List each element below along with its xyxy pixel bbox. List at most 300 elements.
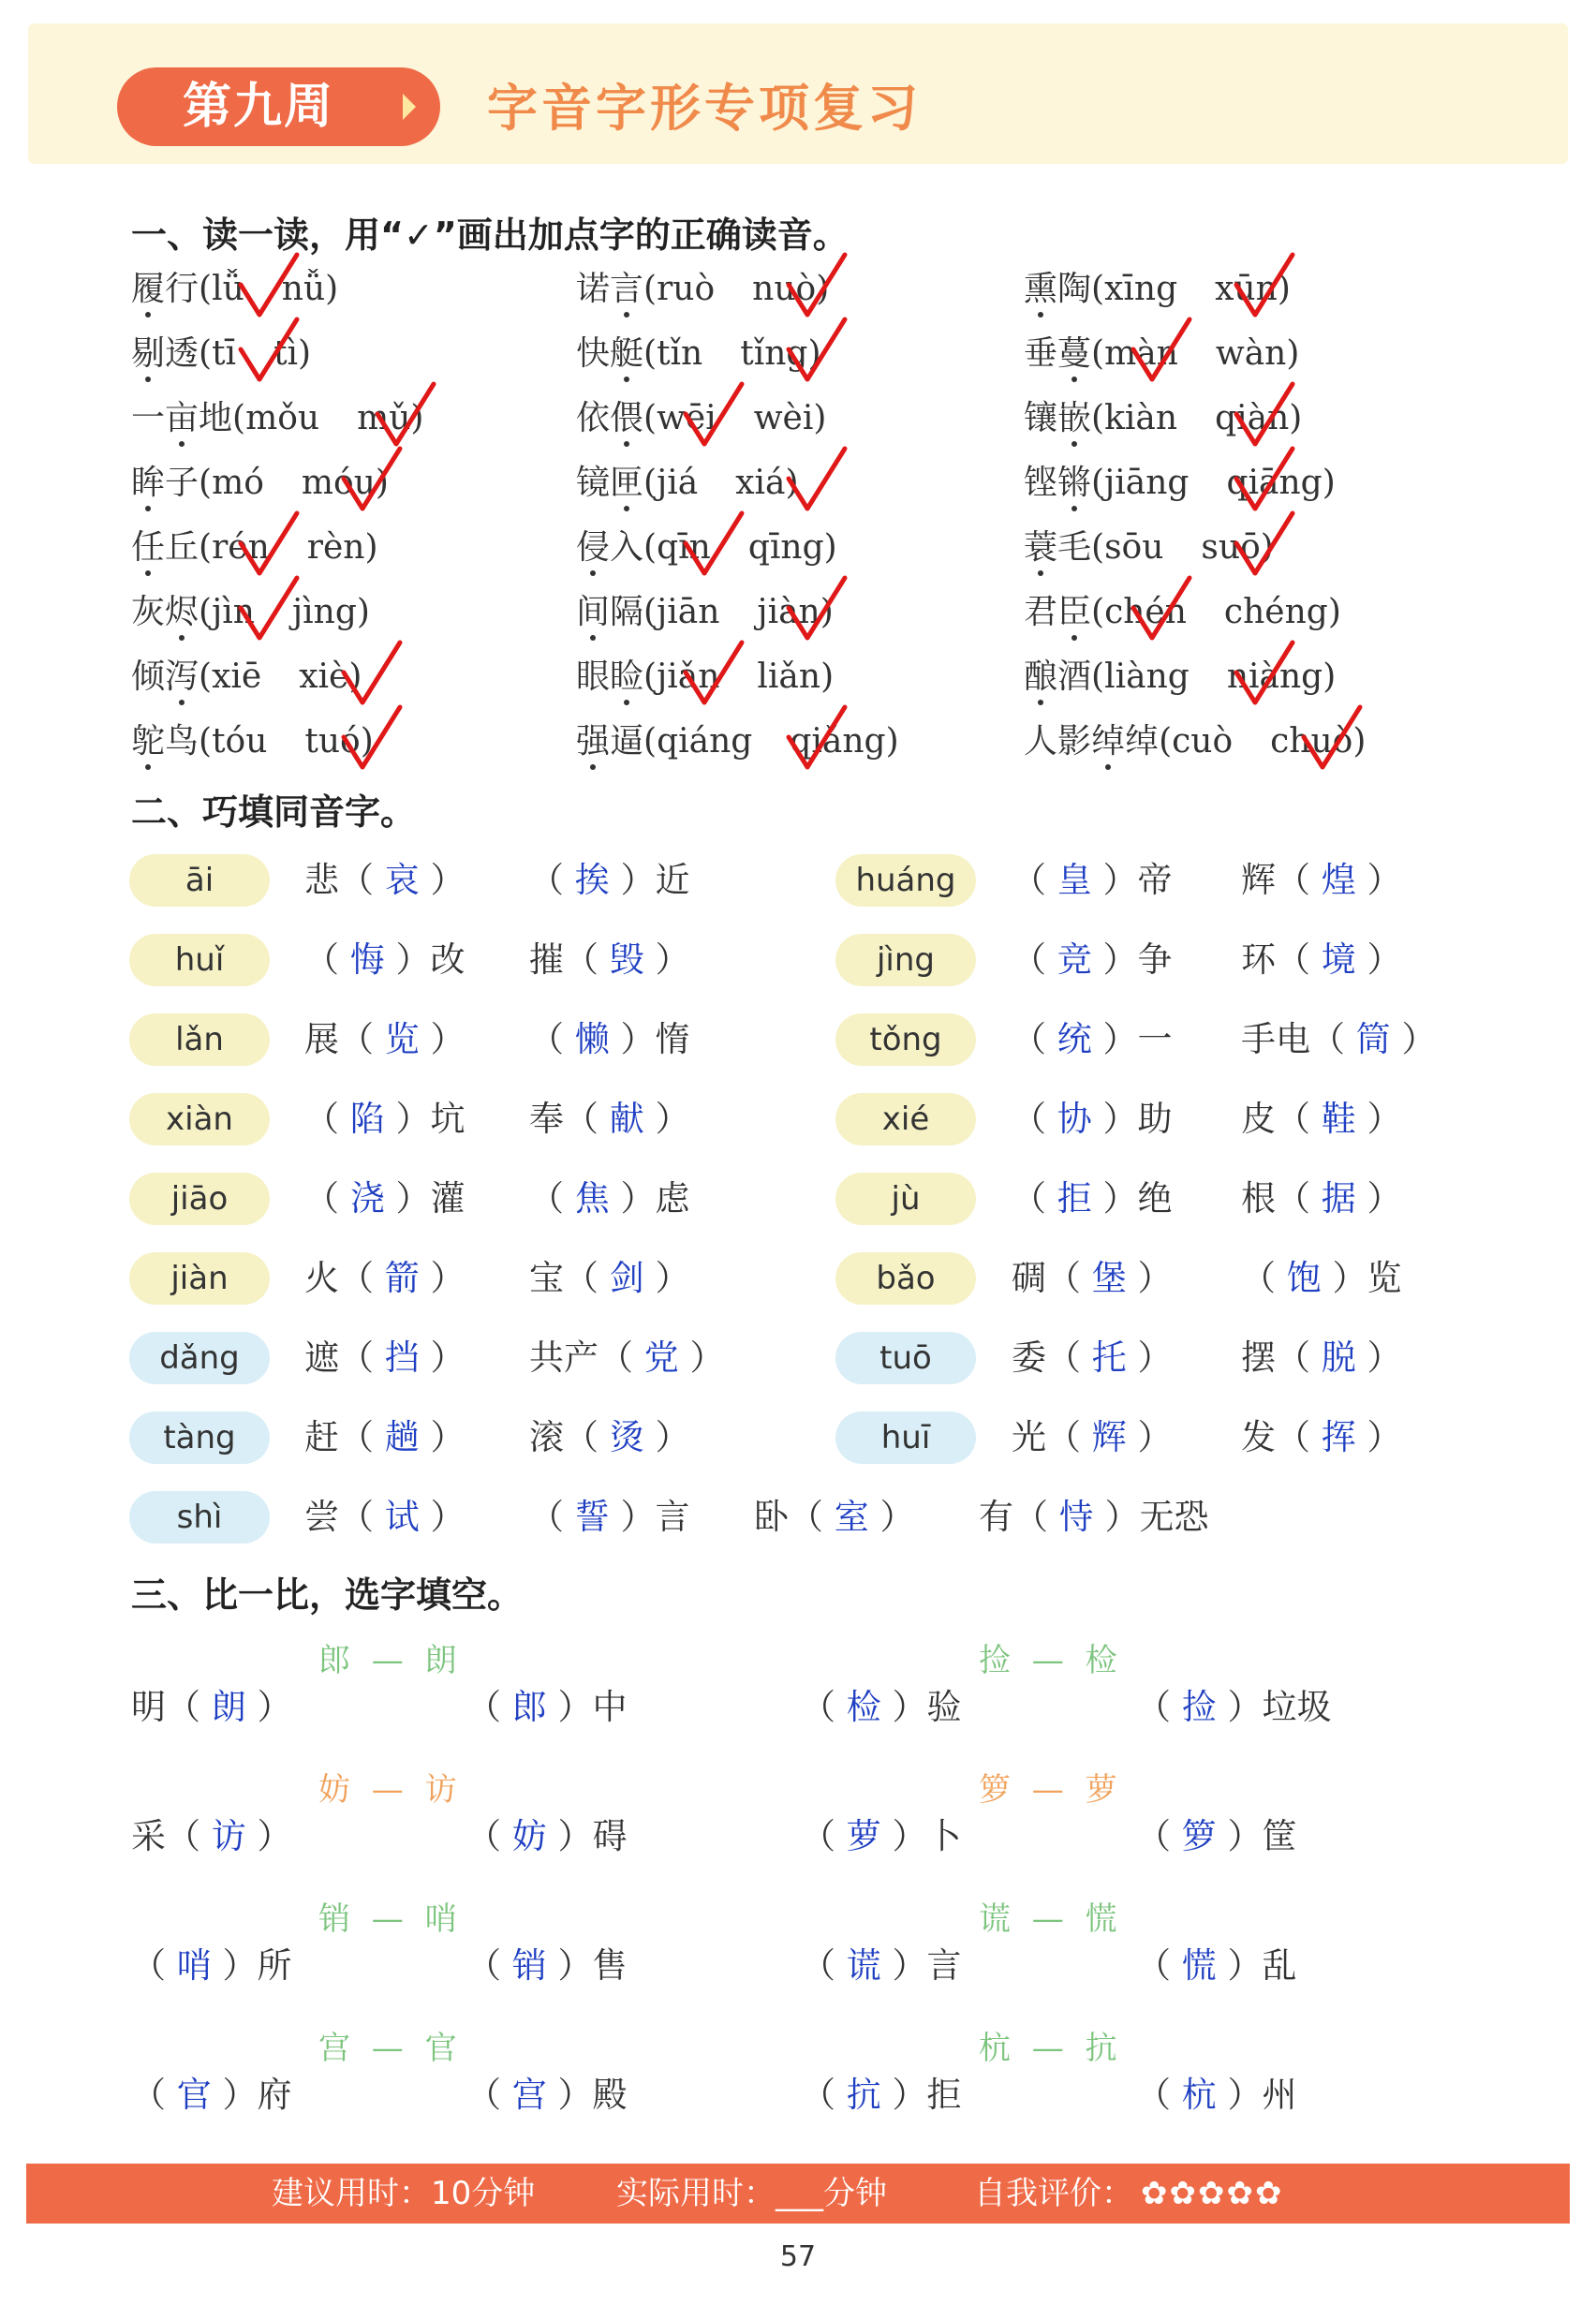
paren-close: ) xyxy=(813,399,827,437)
paren-close: ） xyxy=(1091,1019,1138,1059)
paren-close: ） xyxy=(1126,1337,1173,1378)
option-b: qiǎng xyxy=(790,722,886,761)
suffix-text: 无恐 xyxy=(1139,1497,1209,1537)
word-char: 影 xyxy=(1057,722,1092,761)
option-b: jìng xyxy=(291,593,357,631)
reading-word xyxy=(576,722,643,761)
checkmark-icon xyxy=(339,443,405,518)
suffix-text: 绝 xyxy=(1137,1178,1173,1219)
fill-blank xyxy=(529,1252,690,1305)
word-char: 嵌 xyxy=(1057,399,1092,437)
suffix-text: 府 xyxy=(257,2075,292,2115)
answer-char: 捡 xyxy=(1181,1687,1217,1727)
fill-blank xyxy=(1241,1252,1402,1305)
paren-open: （ xyxy=(1012,1019,1057,1059)
prefix-text: 辉 xyxy=(1241,860,1276,900)
word-char: 偎 xyxy=(610,399,644,437)
word-char: 艇 xyxy=(610,334,644,373)
paren-open: （ xyxy=(1136,2075,1182,2115)
suffix-text: 一 xyxy=(1137,1019,1173,1059)
paren-open: ( xyxy=(643,399,658,437)
option-a: ruò xyxy=(657,270,716,308)
paren-close: ） xyxy=(1091,1178,1138,1219)
fill-blank xyxy=(1012,1252,1173,1305)
answer-char: 党 xyxy=(643,1337,679,1378)
option-b: xūn xyxy=(1215,270,1278,308)
prefix-text: 碉 xyxy=(1012,1258,1046,1298)
prefix-text: 有 xyxy=(979,1497,1013,1537)
paren-close: ) xyxy=(807,334,821,373)
paren-open: （ xyxy=(1276,1099,1322,1139)
pinyin-pill: jìng xyxy=(835,934,976,986)
answer-char: 堡 xyxy=(1091,1258,1127,1298)
fill-blank xyxy=(131,1810,292,1863)
reading-word xyxy=(131,464,199,502)
fill-blank xyxy=(529,1093,690,1145)
reading-word xyxy=(576,334,643,373)
paren-close: ） xyxy=(384,939,431,980)
checkmark-icon xyxy=(373,378,438,453)
option-a: jìn xyxy=(212,593,255,631)
paren-close: ） xyxy=(546,1945,593,1986)
paren-open: （ xyxy=(1136,1687,1182,1727)
reading-word xyxy=(576,399,643,437)
word-char: 间 xyxy=(576,593,611,631)
paren-open: （ xyxy=(166,1816,212,1856)
fill-blank xyxy=(529,854,690,907)
character-pair: 谎 — 慌 xyxy=(979,1900,1123,1938)
paren-open: ( xyxy=(1091,399,1105,437)
answer-char: 竞 xyxy=(1057,939,1092,980)
fill-blank xyxy=(1241,1093,1402,1145)
character-pair: 箩 — 萝 xyxy=(979,1771,1123,1809)
fill-blank xyxy=(1136,1940,1297,1992)
pinyin-pill: tuō xyxy=(835,1332,976,1384)
suffix-text: 览 xyxy=(1367,1258,1402,1298)
answer-char: 哀 xyxy=(384,860,420,900)
paren-open: （ xyxy=(339,1497,385,1537)
reading-word xyxy=(576,593,643,631)
reading-word xyxy=(131,658,199,696)
checkmark-icon xyxy=(681,508,746,583)
option-b: tuó xyxy=(304,722,361,761)
paren-open: ( xyxy=(643,270,658,308)
paren-close: ） xyxy=(1355,1099,1402,1139)
prefix-text: 摧 xyxy=(529,939,564,980)
paren-close: ） xyxy=(1091,860,1138,900)
checkmark-icon xyxy=(681,378,746,453)
word-char: 臣 xyxy=(1057,593,1092,631)
paren-close: ） xyxy=(419,860,466,900)
fill-blank xyxy=(801,1681,962,1734)
suffix-text: 所 xyxy=(257,1945,292,1986)
answer-char: 境 xyxy=(1321,939,1356,980)
suffix-text: 筐 xyxy=(1262,1816,1297,1856)
word-char: 灰 xyxy=(131,593,166,631)
fill-blank xyxy=(1241,854,1402,907)
word-char: 睑 xyxy=(610,658,644,696)
answer-char: 销 xyxy=(511,1945,547,1986)
paren-open: （ xyxy=(598,1337,644,1378)
pinyin-pill: lǎn xyxy=(129,1013,270,1066)
answer-char: 宫 xyxy=(511,2075,547,2115)
paren-close: ） xyxy=(1126,1417,1173,1457)
prefix-text: 共产 xyxy=(529,1337,598,1378)
fill-blank xyxy=(304,1491,466,1544)
paren-close: ) xyxy=(823,528,837,567)
answer-char: 趟 xyxy=(384,1417,420,1457)
word-char: 一 xyxy=(131,399,166,437)
word-char: 鸟 xyxy=(165,722,200,761)
fill-blank xyxy=(529,1491,690,1544)
suffix-text: 惰 xyxy=(655,1019,690,1059)
checkmark-icon xyxy=(784,443,850,518)
word-char: 蓑 xyxy=(1024,528,1058,567)
suffix-text: 言 xyxy=(655,1497,690,1537)
paren-close: ) xyxy=(1352,722,1367,761)
suffix-text: 碍 xyxy=(592,1816,628,1856)
word-char: 地 xyxy=(199,399,233,437)
reading-word xyxy=(576,464,643,502)
fill-blank xyxy=(304,1173,466,1225)
paren-open: ( xyxy=(1091,658,1105,696)
fill-blank xyxy=(304,1093,466,1145)
checkmark-icon xyxy=(1232,378,1297,453)
option-b: wèi xyxy=(753,399,814,437)
answer-char: 献 xyxy=(609,1099,644,1139)
checkmark-icon xyxy=(784,314,850,389)
paren-close: ) xyxy=(785,464,799,502)
word-char: 匣 xyxy=(610,464,644,502)
checkmark-icon xyxy=(236,572,302,647)
pinyin-pill: āi xyxy=(129,854,270,907)
checkmark-icon xyxy=(1129,572,1194,647)
suffix-text: 州 xyxy=(1262,2075,1297,2115)
paren-open: （ xyxy=(1310,1019,1356,1059)
answer-char: 检 xyxy=(846,1687,881,1727)
word-char: 绰 xyxy=(1091,722,1126,761)
paren-close: ) xyxy=(375,464,389,502)
prefix-text: 火 xyxy=(304,1258,339,1298)
week-label: 第九周 xyxy=(117,67,440,146)
fill-blank xyxy=(1012,1332,1173,1384)
option-a: liàng xyxy=(1104,658,1190,696)
option-a: tī xyxy=(212,334,237,373)
word-char: 诺 xyxy=(576,270,611,308)
prefix-text: 采 xyxy=(131,1816,166,1856)
paren-open: （ xyxy=(1276,1417,1322,1457)
prefix-text: 滚 xyxy=(529,1417,564,1457)
paren-close: ） xyxy=(211,1945,258,1986)
option-b: jiàn xyxy=(757,593,820,631)
checkmark-icon xyxy=(784,572,850,647)
word-char: 眼 xyxy=(576,658,611,696)
pinyin-pill: bǎo xyxy=(835,1252,976,1305)
reading-word xyxy=(1024,399,1091,437)
paren-open: ( xyxy=(199,593,213,631)
word-char: 快 xyxy=(576,334,611,373)
answer-char: 箭 xyxy=(384,1258,420,1298)
checkmark-icon xyxy=(1129,314,1194,389)
checkmark-icon xyxy=(681,637,746,712)
option-a: tǐn xyxy=(657,334,703,373)
answer-char: 筒 xyxy=(1355,1019,1391,1059)
reading-word xyxy=(1024,334,1091,373)
answer-char: 挥 xyxy=(1321,1417,1356,1457)
suffix-text: 垃圾 xyxy=(1262,1687,1332,1727)
word-char: 倾 xyxy=(131,658,166,696)
option-b: mǔ xyxy=(357,399,411,437)
fill-blank xyxy=(1012,1013,1173,1066)
word-char: 鸵 xyxy=(131,722,166,761)
paren-open: （ xyxy=(564,1417,610,1457)
answer-char: 室 xyxy=(834,1497,869,1537)
paren-open: ( xyxy=(643,593,658,631)
answer-char: 谎 xyxy=(846,1945,881,1986)
paren-open: ( xyxy=(1091,334,1105,373)
reading-item xyxy=(576,720,899,763)
option-a: màn xyxy=(1104,334,1178,373)
paren-open: ( xyxy=(1159,722,1173,761)
actual-time: 实际用时：___分钟 xyxy=(616,2175,887,2212)
prefix-text: 皮 xyxy=(1241,1099,1276,1139)
reading-item xyxy=(131,268,338,311)
paren-close: ） xyxy=(880,1687,927,1727)
paren-close: ) xyxy=(298,334,312,373)
pinyin-pill: huī xyxy=(835,1411,976,1464)
fill-blank xyxy=(131,1940,292,1992)
fill-blank xyxy=(529,1332,725,1384)
character-pair: 郎 — 朗 xyxy=(318,1642,463,1679)
pinyin-pill: huǐ xyxy=(129,934,270,986)
paren-close: ） xyxy=(609,860,656,900)
paren-close: ） xyxy=(643,939,690,980)
fill-blank xyxy=(304,1332,466,1384)
option-b: liǎn xyxy=(757,658,821,696)
reading-word xyxy=(576,270,643,308)
paren-close: ） xyxy=(643,1258,690,1298)
prefix-text: 遮 xyxy=(304,1337,339,1378)
suffix-text: 殿 xyxy=(592,2075,628,2115)
paren-close: ) xyxy=(1286,334,1300,373)
paren-open: （ xyxy=(166,1687,212,1727)
paren-close: ） xyxy=(245,1816,292,1856)
suffix-text: 帝 xyxy=(1137,860,1173,900)
paren-open: （ xyxy=(339,1019,385,1059)
fill-blank xyxy=(304,1252,466,1305)
prefix-text: 摆 xyxy=(1241,1337,1276,1378)
checkmark-icon xyxy=(339,637,405,712)
word-char: 锵 xyxy=(1057,464,1092,502)
paren-open: （ xyxy=(1046,1417,1092,1457)
word-char: 依 xyxy=(576,399,611,437)
paren-open: ( xyxy=(199,722,213,761)
option-a: sōu xyxy=(1104,528,1164,567)
paren-open: （ xyxy=(466,1687,512,1727)
suffix-text: 灌 xyxy=(430,1178,466,1219)
paren-close: ） xyxy=(1093,1497,1140,1537)
fill-blank xyxy=(1012,934,1173,986)
checkmark-icon xyxy=(236,249,302,324)
fill-blank xyxy=(1012,1093,1173,1145)
word-char: 绰 xyxy=(1125,722,1160,761)
fill-blank xyxy=(801,1810,962,1863)
answer-char: 挡 xyxy=(384,1337,420,1378)
word-char: 毛 xyxy=(1057,528,1092,567)
paren-close: ) xyxy=(356,593,370,631)
paren-open: （ xyxy=(789,1497,835,1537)
checkmark-icon xyxy=(1299,702,1365,776)
paren-open: （ xyxy=(1276,939,1322,980)
paren-close: ） xyxy=(1216,2075,1263,2115)
paren-close: ） xyxy=(880,1945,927,1986)
answer-char: 陷 xyxy=(349,1099,385,1139)
answer-char: 恃 xyxy=(1058,1497,1094,1537)
reading-word xyxy=(1024,270,1091,308)
answer-char: 皇 xyxy=(1057,860,1092,900)
paren-close: ) xyxy=(1260,528,1274,567)
fill-blank xyxy=(466,1940,628,1992)
paren-close: ) xyxy=(1289,399,1303,437)
option-b: xiè xyxy=(299,658,349,696)
answer-char: 剑 xyxy=(609,1258,644,1298)
word-char: 子 xyxy=(165,464,200,502)
word-char: 剔 xyxy=(131,334,166,373)
word-char: 泻 xyxy=(165,658,200,696)
paren-open: （ xyxy=(339,1417,385,1457)
paren-open: （ xyxy=(564,1099,610,1139)
paren-close: ) xyxy=(348,658,362,696)
answer-char: 统 xyxy=(1057,1019,1092,1059)
option-a: qīn xyxy=(657,528,711,567)
suffix-text: 售 xyxy=(592,1945,628,1986)
paren-close: ) xyxy=(1327,593,1341,631)
answer-char: 烫 xyxy=(609,1417,644,1457)
prefix-text: 光 xyxy=(1012,1417,1046,1457)
answer-char: 脱 xyxy=(1321,1337,1356,1378)
word-char: 人 xyxy=(1024,722,1058,761)
reading-word xyxy=(131,722,199,761)
option-b: qīng xyxy=(747,528,824,567)
reading-word xyxy=(1024,658,1091,696)
fill-blank xyxy=(1012,854,1173,907)
checkmark-icon xyxy=(236,508,302,583)
fill-blank xyxy=(1241,1173,1402,1225)
paren-open: ( xyxy=(643,334,658,373)
paren-open: （ xyxy=(1276,860,1322,900)
paren-close: ) xyxy=(885,722,899,761)
reading-item xyxy=(131,656,362,699)
answer-char: 试 xyxy=(384,1497,420,1537)
paren-open: ( xyxy=(199,334,213,373)
paren-open: ( xyxy=(199,464,213,502)
checkmark-icon xyxy=(784,249,850,324)
suffix-text: 中 xyxy=(592,1687,628,1727)
option-a: tóu xyxy=(212,722,268,761)
pinyin-pill: xié xyxy=(835,1093,976,1145)
paren-open: ( xyxy=(232,399,246,437)
fill-blank xyxy=(1241,1013,1437,1066)
suffix-text: 改 xyxy=(430,939,466,980)
answer-char: 饱 xyxy=(1286,1258,1322,1298)
paren-open: （ xyxy=(1136,1945,1182,1986)
paren-open: （ xyxy=(1276,1178,1322,1219)
fill-blank xyxy=(529,934,690,986)
paren-close: ) xyxy=(820,593,834,631)
pinyin-pill: huáng xyxy=(835,854,976,907)
paren-open: （ xyxy=(529,860,575,900)
paren-open: （ xyxy=(1241,1258,1287,1298)
word-char: 酿 xyxy=(1024,658,1058,696)
paren-open: （ xyxy=(1012,939,1057,980)
prefix-text: 根 xyxy=(1241,1178,1276,1219)
prefix-text: 宝 xyxy=(529,1258,564,1298)
fill-blank xyxy=(1136,1681,1332,1734)
paren-close: ） xyxy=(1355,1337,1402,1378)
suffix-text: 坑 xyxy=(430,1099,466,1139)
pinyin-pill: tǒng xyxy=(835,1013,976,1066)
paren-close: ) xyxy=(364,528,378,567)
paren-open: （ xyxy=(529,1178,575,1219)
paren-open: （ xyxy=(466,2075,512,2115)
self-evaluation-label: 自我评价： xyxy=(974,2175,1133,2212)
option-b: qiàn xyxy=(1215,399,1290,437)
option-a: chén xyxy=(1104,593,1187,631)
word-char: 垂 xyxy=(1024,334,1058,373)
answer-char: 协 xyxy=(1057,1099,1092,1139)
answer-char: 毁 xyxy=(609,939,644,980)
paren-open: ( xyxy=(1091,528,1105,567)
paren-open: （ xyxy=(131,1945,177,1986)
answer-char: 悔 xyxy=(349,939,385,980)
option-b: qiāng xyxy=(1226,464,1323,502)
paren-open: （ xyxy=(1012,1099,1057,1139)
paren-open: （ xyxy=(131,2075,177,2115)
fill-blank xyxy=(1241,1332,1402,1384)
prefix-text: 环 xyxy=(1241,939,1276,980)
word-char: 入 xyxy=(610,528,644,567)
fill-blank xyxy=(466,1810,628,1863)
prefix-text: 悲 xyxy=(304,860,339,900)
option-a: lǚ xyxy=(212,270,244,308)
paren-open: （ xyxy=(339,860,385,900)
suffix-text: 验 xyxy=(926,1687,962,1727)
option-a: jiǎn xyxy=(657,658,720,696)
word-char: 透 xyxy=(165,334,200,373)
fill-blank xyxy=(304,1411,466,1464)
answer-char: 辉 xyxy=(1091,1417,1127,1457)
paren-open: （ xyxy=(304,939,350,980)
paren-close: ） xyxy=(678,1337,725,1378)
paren-open: （ xyxy=(339,1337,385,1378)
suffix-text: 近 xyxy=(655,860,690,900)
reading-word xyxy=(131,593,199,631)
word-char: 烬 xyxy=(165,593,200,631)
fill-blank xyxy=(1241,1411,1402,1464)
reading-word xyxy=(1024,593,1091,631)
pinyin-pill: jiāo xyxy=(129,1173,270,1225)
checkmark-icon xyxy=(1232,249,1297,324)
checkmark-icon xyxy=(1232,637,1297,712)
answer-char: 访 xyxy=(211,1816,246,1856)
paren-close: ） xyxy=(1355,860,1402,900)
option-b: nuò xyxy=(752,270,817,308)
fill-blank xyxy=(1012,1173,1173,1225)
option-a: jiāng xyxy=(1104,464,1190,502)
answer-char: 浇 xyxy=(349,1178,385,1219)
answer-char: 官 xyxy=(176,2075,212,2115)
word-char: 镶 xyxy=(1024,399,1058,437)
